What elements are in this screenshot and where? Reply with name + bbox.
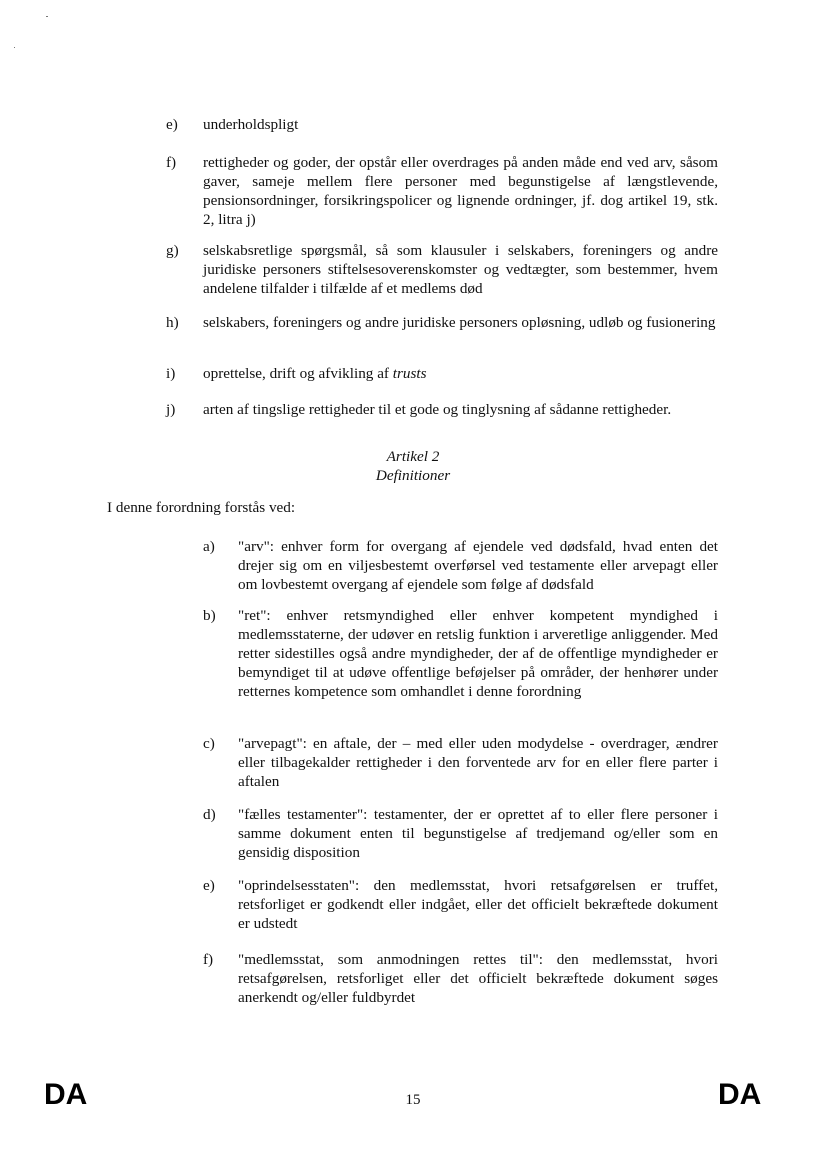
definition-label: b) xyxy=(203,607,216,624)
definition-text: "oprindelsesstaten": den medlemsstat, hvori retsafgørelsen er truffet, retsforliget er godkendt eller indgået, eller det officielt bekræftede dokument er udstedt xyxy=(238,877,718,932)
language-code-left: DA xyxy=(44,1078,88,1111)
definition-label: a) xyxy=(203,538,215,555)
list-item-text: selskabsretlige spørgsmål, så som klausuler i selskabers, foreningers og andre juridiske personers stiftelsesoverenskomster og vedtægter, som bestemmer, hvem andelene tilfalder i tilfælde af et medlems død xyxy=(203,242,718,297)
list-item-text xyxy=(203,364,718,383)
definition-text: "medlemsstat, som anmodningen rettes til": den medlemsstat, hvori retsafgørelsen, retsforliget eller det officielt bekræftede dokument søges anerkendt og/eller fuldbyrdet xyxy=(238,951,718,1006)
list-item-text: rettigheder og goder, der opstår eller overdrages på anden måde end ved arv, såsom gaver, sameje mellem flere personer med begunstigelse af længstlevende, pensionsordninger, forsikringspolicer og lignende ordninger, jf. dog artikel 19, stk. 2, litra j) xyxy=(203,154,718,228)
definition-label: f) xyxy=(203,951,214,968)
scan-speck xyxy=(14,47,15,48)
list-item-label: g) xyxy=(166,242,179,259)
definition-text: "ret": enhver retsmyndighed eller enhver kompetent myndighed i medlemsstaterne, der udøver en retslig funktion i arveretlige anliggender. Med retter sidestilles også andre myndigheder, der af de offentlige myndigheder er bemyndiget til at udøve offentlige beføjelser på områder, der henhører under retternes kompetence som omhandlet i denne forordning xyxy=(238,607,718,700)
definition-text: "arvepagt": en aftale, der – med eller uden modydelse - overdrager, ændrer eller tilbagekalder rettigheder i den forventede arv for en eller flere parter i aftalen xyxy=(238,735,718,790)
page-number: 15 xyxy=(405,1092,421,1108)
list-item-text-italic: trusts xyxy=(392,365,427,382)
list-item-label: j) xyxy=(166,401,176,418)
language-code-right: DA xyxy=(718,1078,762,1111)
list-item-text: underholdspligt xyxy=(203,116,299,133)
list-item-text: selskabers, foreningers og andre juridiske personers opløsning, udløb og fusionering xyxy=(203,314,716,331)
list-item-label: f) xyxy=(166,154,177,171)
list-item-text: arten af tingslige rettigheder til et gode og tinglysning af sådanne rettigheder. xyxy=(203,401,672,418)
scan-speck xyxy=(46,16,48,17)
list-item-text-plain: oprettelse, drift og afvikling af xyxy=(203,365,393,382)
definition-label: c) xyxy=(203,735,215,752)
definition-text: "fælles testamenter": testamenter, der er oprettet af to eller flere personer i samme dokument enten til begunstigelse af tredjemand og/eller som en gensidig disposition xyxy=(238,806,718,861)
definition-label: d) xyxy=(203,806,216,823)
intro-text: I denne forordning forstås ved: xyxy=(107,499,296,516)
list-item-label: e) xyxy=(166,116,178,133)
list-item-label: i) xyxy=(166,365,176,382)
article-title: Definitioner xyxy=(375,467,451,484)
list-item-label: h) xyxy=(166,314,179,331)
definition-label: e) xyxy=(203,877,215,894)
article-number: Artikel 2 xyxy=(386,448,440,465)
definition-text: "arv": enhver form for overgang af ejendele ved dødsfald, hvad enten det drejer sig om en viljesbestemt overførsel ved testamente eller arvepagt eller om lovbestemt overgang af ejendele som følge af dødsfald xyxy=(238,538,718,593)
